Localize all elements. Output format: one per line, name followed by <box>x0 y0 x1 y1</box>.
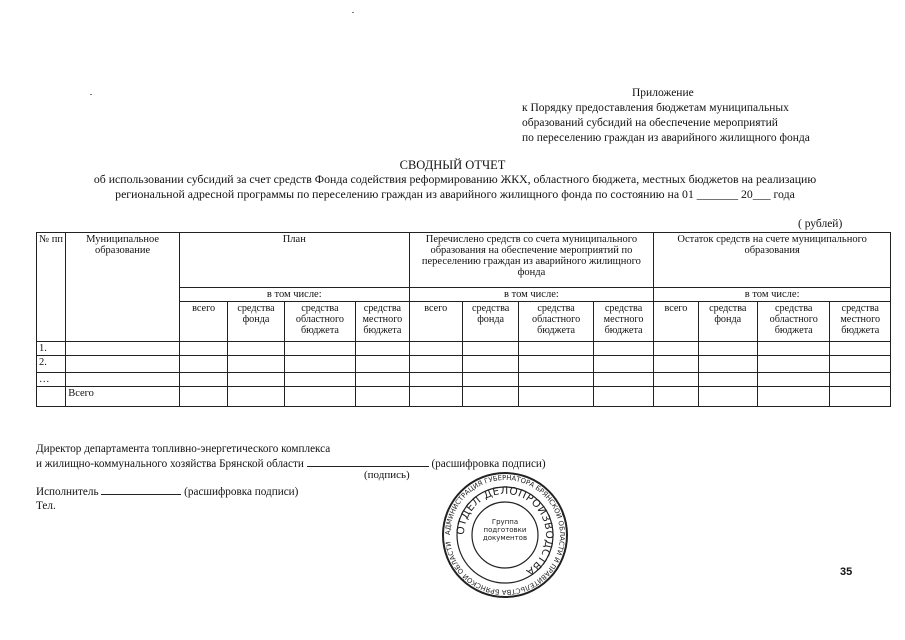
plan-in-that-number: в том числе: <box>179 288 409 302</box>
cell <box>179 356 227 373</box>
transferred-total-header: всего <box>409 302 462 342</box>
office-stamp <box>440 470 570 600</box>
appendix-title: Приложение <box>632 87 694 99</box>
cell <box>698 387 757 407</box>
report-table <box>36 232 891 407</box>
cell <box>654 356 698 373</box>
balance-local-header: средства местного бюджета <box>830 302 891 342</box>
appendix-line-2: образований субсидий на обеспечение мероприятий <box>522 117 778 129</box>
header-municipality: Муниципальное образование <box>66 233 180 342</box>
cell <box>356 356 409 373</box>
cell <box>284 342 355 356</box>
row-num: 2. <box>37 356 66 373</box>
cell <box>284 387 355 407</box>
transferred-fund-header: средства фонда <box>462 302 518 342</box>
cell <box>757 356 830 373</box>
cell <box>757 342 830 356</box>
header-plan: План <box>179 233 409 288</box>
cell <box>228 356 284 373</box>
cell <box>698 356 757 373</box>
table-row <box>37 342 891 356</box>
report-title: СВОДНЫЙ ОТЧЕТ <box>399 158 506 172</box>
scan-speck <box>352 12 354 13</box>
plan-local-header: средства местного бюджета <box>356 302 409 342</box>
stamp-outer-text: АДМИНИСТРАЦИЯ ГУБЕРНАТОРА БРЯНСКОЙ ОБЛАСТИ И ПРАВИТЕЛЬСТВА БРЯНСКОЙ ОБЛАСТИ <box>443 473 567 597</box>
cell <box>593 387 653 407</box>
header-balance: Остаток средств на счете муниципального образования <box>654 233 891 288</box>
cell <box>830 373 891 387</box>
cell <box>462 342 518 356</box>
cell <box>654 387 698 407</box>
cell <box>830 342 891 356</box>
cell <box>519 342 594 356</box>
cell <box>228 387 284 407</box>
cell <box>757 373 830 387</box>
cell <box>698 342 757 356</box>
report-subtitle <box>40 172 870 202</box>
cell <box>593 356 653 373</box>
cell <box>356 387 409 407</box>
header-row-1 <box>37 233 891 288</box>
balance-in-that-number: в том числе: <box>654 288 891 302</box>
director-department: и жилищно-коммунального хозяйства Брянской области <box>36 458 304 470</box>
appendix-line-1: к Порядку предоставления бюджетам муниципальных <box>522 102 789 114</box>
balance-regional-header: средства областного бюджета <box>757 302 830 342</box>
balance-fund-header: средства фонда <box>698 302 757 342</box>
report-subtitle-line-1: об использовании субсидий за счет средств Фонда содействия реформированию ЖКХ, областного бюджета, местных бюджетов на реализацию <box>93 172 817 186</box>
signature-label: (подпись) <box>364 469 410 481</box>
stamp-center-text: Группа подготовки документов <box>482 518 528 542</box>
cell <box>409 387 462 407</box>
cell <box>462 356 518 373</box>
balance-total-header: всего <box>654 302 698 342</box>
cell <box>409 373 462 387</box>
header-transferred: Перечислено средств со счета муниципального образования на обеспечение мероприятий по переселению граждан из аварийного жилищного фонда <box>409 233 654 288</box>
cell <box>37 387 66 407</box>
cell <box>593 342 653 356</box>
plan-total-header: всего <box>179 302 227 342</box>
cell <box>356 373 409 387</box>
cell <box>228 342 284 356</box>
executor-label: Исполнитель <box>36 486 99 498</box>
total-row <box>37 387 891 407</box>
cell <box>409 342 462 356</box>
row-num: 1. <box>37 342 66 356</box>
appendix-line-3: по переселению граждан из аварийного жилищного фонда <box>522 132 810 144</box>
cell <box>698 373 757 387</box>
page-number: 35 <box>840 566 853 578</box>
director-title-line-2 <box>36 456 636 471</box>
transferred-regional-header: средства областного бюджета <box>519 302 594 342</box>
executor-line <box>36 484 298 499</box>
phone-label: Тел. <box>36 500 56 512</box>
cell <box>830 387 891 407</box>
stamp-inner-text: ОТДЕЛ ДЕЛОПРОИЗВОДСТВА <box>454 484 556 579</box>
cell <box>757 387 830 407</box>
row-name <box>66 356 180 373</box>
director-signature-block <box>36 442 636 471</box>
cell <box>179 387 227 407</box>
cell <box>462 387 518 407</box>
scan-speck <box>90 94 92 95</box>
cell <box>179 342 227 356</box>
row-name <box>66 373 180 387</box>
cell <box>519 373 594 387</box>
cell <box>284 373 355 387</box>
executor-block <box>36 484 298 513</box>
cell <box>519 356 594 373</box>
cell <box>356 342 409 356</box>
appendix-header <box>522 86 882 146</box>
cell <box>654 342 698 356</box>
cell <box>830 356 891 373</box>
plan-fund-header: средства фонда <box>228 302 284 342</box>
cell <box>409 356 462 373</box>
cell <box>593 373 653 387</box>
currency-note: ( рублей) <box>798 218 843 230</box>
cell <box>519 387 594 407</box>
executor-decode-label: (расшифровка подписи) <box>184 486 299 498</box>
row-name <box>66 342 180 356</box>
row-num: … <box>37 373 66 387</box>
transferred-local-header: средства местного бюджета <box>593 302 653 342</box>
director-title-line-1: Директор департамента топливно-энергетического комплекса <box>36 443 331 455</box>
cell <box>179 373 227 387</box>
table-row <box>37 373 891 387</box>
total-label: Всего <box>66 387 180 407</box>
transferred-in-that-number: в том числе: <box>409 288 654 302</box>
report-subtitle-line-2: региональной адресной программы по переселению граждан из аварийного жилищного фонда по состоянию на 01 _______ 20___ года <box>115 187 795 201</box>
header-num: № пп <box>37 233 66 342</box>
director-signature-line <box>307 456 429 467</box>
cell <box>284 356 355 373</box>
director-decode-label: (расшифровка подписи) <box>431 458 546 470</box>
cell <box>228 373 284 387</box>
plan-regional-header: средства областного бюджета <box>284 302 355 342</box>
table-row <box>37 356 891 373</box>
cell <box>654 373 698 387</box>
executor-signature-line <box>101 484 181 495</box>
cell <box>462 373 518 387</box>
